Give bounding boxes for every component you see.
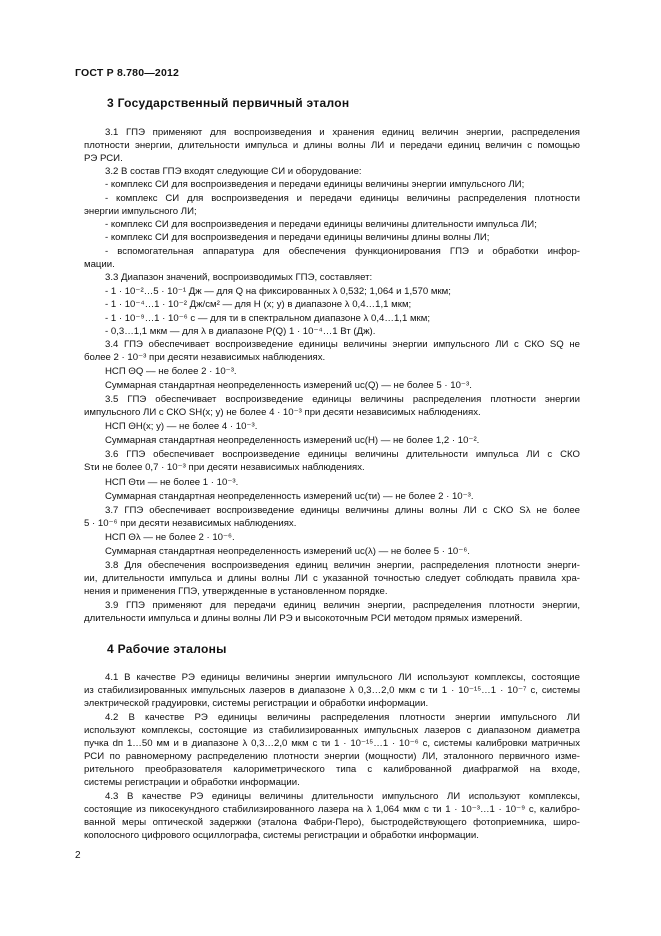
s4-line-6: пучка dп 1…50 мм и в диапазоне λ 0,3…2,0 мкм с τи 1 · 10⁻¹⁵…1 · 10⁻⁶ с, системы калибровки матричных bbox=[84, 738, 580, 749]
s3-line-30: 5 · 10⁻⁶ при десяти независимых наблюдениях. bbox=[84, 518, 297, 529]
s3-line-15: - 1 · 10⁻⁹…1 · 10⁻⁶ с — для τи в спектральном диапазоне λ 0,4…1,1 мкм; bbox=[105, 313, 431, 324]
s3-line-6: - комплекс СИ для воспроизведения и передачи единицы величины распределения плотности bbox=[105, 193, 580, 204]
s3-line-22: импульсного ЛИ с СКО SH(x; y) не более 4 · 10⁻³ при десяти независимых наблюдениях. bbox=[84, 407, 481, 418]
s4-line-10: 4.3 В качестве РЭ единицы величины длительности импульсного ЛИ используют комплексы, bbox=[105, 791, 580, 802]
s4-line-11: состоящие из пикосекундного стабилизированного лазера на λ 1,064 мкм с τи 1 · 10⁻³…1 · 10⁻⁹ с, калибро- bbox=[84, 804, 580, 815]
s3-line-4: 3.2 В состав ГПЭ входят следующие СИ и оборудование: bbox=[105, 166, 362, 177]
s4-line-2: из стабилизированных импульсных лазеров в диапазоне λ 0,3…2,0 мкм с τи 1 · 10⁻¹⁵…1 · 10⁻⁷ с, системы bbox=[84, 685, 580, 696]
section-4-heading: 4 Рабочие эталоны bbox=[107, 642, 227, 656]
s3-line-9: - комплекс СИ для воспроизведения и передачи единицы величины длины волны ЛИ; bbox=[105, 232, 490, 243]
s3-line-17: 3.4 ГПЭ обеспечивает воспроизведение единицы величины энергии импульсного ЛИ с СКО SQ не bbox=[105, 339, 580, 350]
s3-line-11: мации. bbox=[84, 259, 115, 270]
s3-line-3: РЭ РСИ. bbox=[84, 153, 123, 164]
s3-line-27: НСП Θτи — не более 1 · 10⁻³. bbox=[105, 477, 239, 488]
s3-line-32: Суммарная стандартная неопределенность измерений uc(λ) — не более 5 · 10⁻⁶. bbox=[105, 546, 470, 557]
s3-line-34: ии, длительности импульса и длины волны ЛИ с указанной точностью следует соблюдать правила хра- bbox=[84, 573, 580, 584]
s3-line-24: Суммарная стандартная неопределенность измерений uc(H) — не более 1,2 · 10⁻². bbox=[105, 435, 480, 446]
s3-line-5: - комплекс СИ для воспроизведения и передачи единицы величины энергии импульсного ЛИ; bbox=[105, 179, 525, 190]
s3-line-25: 3.6 ГПЭ обеспечивает воспроизведение единицы величины длительности импульса ЛИ с СКО bbox=[105, 449, 580, 460]
s4-line-9: системы регистрации и обработки информации. bbox=[84, 777, 300, 788]
s3-line-18: более 2 · 10⁻³ при десяти независимых наблюдениях. bbox=[84, 352, 326, 363]
s3-line-36: 3.9 ГПЭ применяют для передачи единиц величин энергии, распределения плотности энергии, bbox=[105, 600, 580, 611]
s3-line-26: Sτи не более 0,7 · 10⁻³ при десяти независимых наблюдениях. bbox=[84, 462, 365, 473]
s3-line-13: - 1 · 10⁻²…5 · 10⁻¹ Дж — для Q на фиксированных λ 0,532; 1,064 и 1,570 мкм; bbox=[105, 286, 451, 297]
s4-line-13: кополосного цифрового осциллографа, системы регистрации и обработки информации. bbox=[84, 830, 479, 841]
section-3-heading: 3 Государственный первичный эталон bbox=[107, 96, 350, 110]
s3-line-21: 3.5 ГПЭ обеспечивает воспроизведение единицы величины распределения плотности энергии bbox=[105, 394, 580, 405]
s3-line-16: - 0,3…1,1 мкм — для λ в диапазоне P(Q) 1 · 10⁻⁴…1 Вт (Дж). bbox=[105, 326, 376, 337]
s4-line-7: РСИ по равномерному распределению плотности энергии (мощности) ЛИ, эталонного первичного изме- bbox=[84, 751, 580, 762]
s3-line-2: плотности энергии, длительности импульса и длины волны ЛИ и передачи единиц величин с помощью bbox=[84, 140, 580, 151]
s3-line-19: НСП ΘQ — не более 2 · 10⁻³. bbox=[105, 366, 237, 377]
s3-line-23: НСП ΘH(x; y) — не более 4 · 10⁻³. bbox=[105, 421, 258, 432]
s4-line-12: ванной меры оптической задержки (эталона Фабри-Перо), быстродействующего фотоприемника, широ- bbox=[84, 817, 580, 828]
s3-line-7: энергии импульсного ЛИ; bbox=[84, 206, 197, 217]
s3-line-8: - комплекс СИ для воспроизведения и передачи единицы величины длительности импульса ЛИ; bbox=[105, 219, 537, 230]
s3-line-12: 3.3 Диапазон значений, воспроизводимых ГПЭ, составляет: bbox=[105, 272, 373, 283]
document-header: ГОСТ Р 8.780—2012 bbox=[75, 67, 180, 79]
s3-line-28: Суммарная стандартная неопределенность измерений uc(τи) — не более 2 · 10⁻³. bbox=[105, 491, 474, 502]
s3-line-37: длительности импульса и длины волны ЛИ РЭ и высокоточным РСИ методом прямых измерений. bbox=[84, 613, 523, 624]
s3-line-29: 3.7 ГПЭ обеспечивает воспроизведение единицы величины длины волны ЛИ с СКО Sλ не более bbox=[105, 505, 580, 516]
s3-line-33: 3.8 Для обеспечения воспроизведения единиц величин энергии, распределения плотности энерги- bbox=[105, 560, 580, 571]
page-number: 2 bbox=[75, 850, 81, 861]
s4-line-8: рительного преобразователя калориметрического типа с калиброванной диафрагмой на входе, bbox=[84, 764, 580, 775]
s4-line-5: используют комплексы, состоящие из стабилизированных импульсных лазеров с диапазоном диаметра bbox=[84, 725, 580, 736]
s3-line-1: 3.1 ГПЭ применяют для воспроизведения и хранения единиц величин энергии, распределения bbox=[105, 127, 580, 138]
s4-line-3: электрической градуировки, системы регистрации и обработки информации. bbox=[84, 698, 429, 709]
s4-line-4: 4.2 В качестве РЭ единицы величины распределения плотности энергии импульсного ЛИ bbox=[105, 712, 580, 723]
s3-line-20: Суммарная стандартная неопределенность измерений uc(Q) — не более 5 · 10⁻³. bbox=[105, 380, 472, 391]
s3-line-35: нения и применения ГПЭ, утвержденные в установленном порядке. bbox=[84, 586, 388, 597]
s3-line-10: - вспомогательная аппаратура для обеспечения функционирования ГПЭ и обработки инфор- bbox=[105, 246, 580, 257]
s3-line-31: НСП Θλ — не более 2 · 10⁻⁶. bbox=[105, 532, 235, 543]
s3-line-14: - 1 · 10⁻⁴…1 · 10⁻² Дж/см² — для H (x; y) в диапазоне λ 0,4…1,1 мкм; bbox=[105, 299, 412, 310]
s4-line-1: 4.1 В качестве РЭ единицы величины энергии импульсного ЛИ используют комплексы, состоящие bbox=[105, 672, 580, 683]
